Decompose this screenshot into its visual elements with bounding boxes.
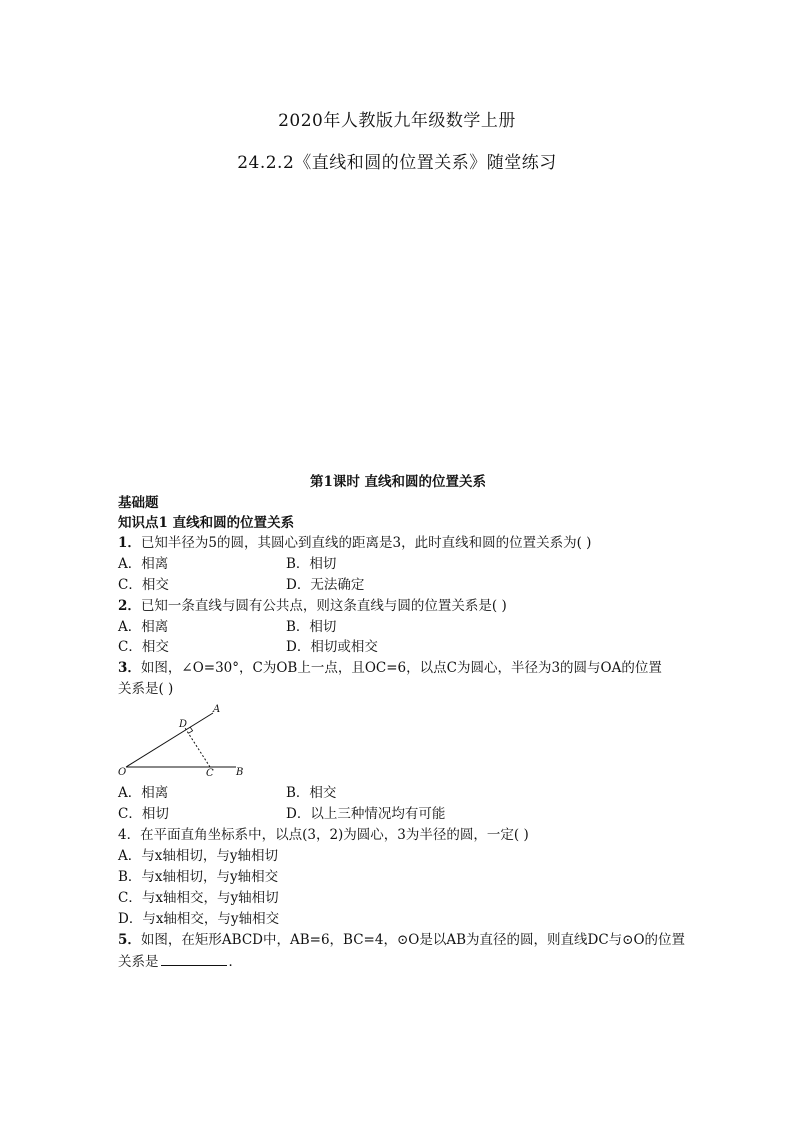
option-b: B．相交: [286, 785, 337, 801]
label-a: A: [213, 704, 221, 715]
question-number: 3．: [118, 660, 141, 676]
perpendicular-cd: [185, 728, 210, 767]
question-text: 关系是: [118, 954, 159, 970]
question-number: 2．: [118, 598, 141, 614]
section-heading: 基础题: [118, 495, 159, 511]
option-b: B．相切: [286, 556, 337, 572]
option-b: B．与x轴相切，与y轴相交: [118, 869, 279, 885]
option-a: A．相离: [118, 556, 169, 572]
label-b: B: [236, 767, 244, 778]
question-text-end: ．: [228, 954, 242, 970]
label-c: C: [206, 768, 214, 779]
option-a: A．相离: [118, 785, 169, 801]
option-c: C．相交: [118, 577, 169, 593]
question-text: 已知半径为5的圆，其圆心到直线的距离是3，此时直线和圆的位置关系为( ): [140, 535, 592, 551]
options-row: [118, 783, 337, 803]
question-5-continued: [118, 951, 242, 971]
answer-blank[interactable]: [161, 951, 227, 966]
option-a: A．与x轴相切，与y轴相切: [118, 848, 278, 864]
lesson-heading: 第1课时 直线和圆的位置关系: [309, 474, 487, 490]
question-3-continued: 关系是( ): [118, 681, 174, 697]
knowledge-point-heading: 知识点1 直线和圆的位置关系: [118, 515, 295, 531]
options-row: [118, 617, 337, 637]
question-number: 5．: [118, 932, 141, 948]
question-text: 如图，∠O=30°，C为OB上一点，且OC=6，以点C为圆心，半径为3的圆与OA的位置: [140, 660, 662, 676]
question-5: [118, 930, 685, 950]
options-row: [118, 554, 337, 574]
question-text: 在平面直角坐标系中，以点(3，2)为圆心，3为半径的圆，一定( ): [140, 827, 529, 843]
ray-oa: [126, 713, 213, 767]
option-c: C．相切: [118, 806, 169, 822]
document-subtitle: 24.2.2《直线和圆的位置关系》随堂练习: [237, 153, 557, 173]
angle-figure: [118, 700, 258, 780]
label-d: D: [179, 719, 188, 730]
question-3: [118, 658, 662, 678]
options-row: [118, 575, 365, 595]
question-2: [118, 596, 507, 616]
label-o: O: [118, 767, 127, 778]
option-c: C．相交: [118, 639, 169, 655]
option-d: D．与x轴相交，与y轴相交: [118, 911, 280, 927]
option-c: C．与x轴相交，与y轴相切: [118, 890, 279, 906]
option-a: A．相离: [118, 619, 169, 635]
question-number: 4．: [118, 827, 141, 843]
document-title: 2020年人教版九年级数学上册: [278, 111, 516, 131]
option-d: D．相切或相交: [286, 639, 378, 655]
option-d: D．以上三种情况均有可能: [286, 806, 446, 822]
question-1: [118, 533, 591, 553]
options-row: [118, 637, 378, 657]
options-row: [118, 804, 446, 824]
option-b: B．相切: [286, 619, 337, 635]
question-text: 如图，在矩形ABCD中，AB=6，BC=4，⊙O是以AB为直径的圆，则直线DC与⊙O的位置: [140, 932, 686, 948]
question-text: 已知一条直线与圆有公共点，则这条直线与圆的位置关系是( ): [140, 598, 507, 614]
question-4: [118, 825, 529, 845]
question-number: 1．: [118, 535, 141, 551]
option-d: D．无法确定: [286, 577, 365, 593]
